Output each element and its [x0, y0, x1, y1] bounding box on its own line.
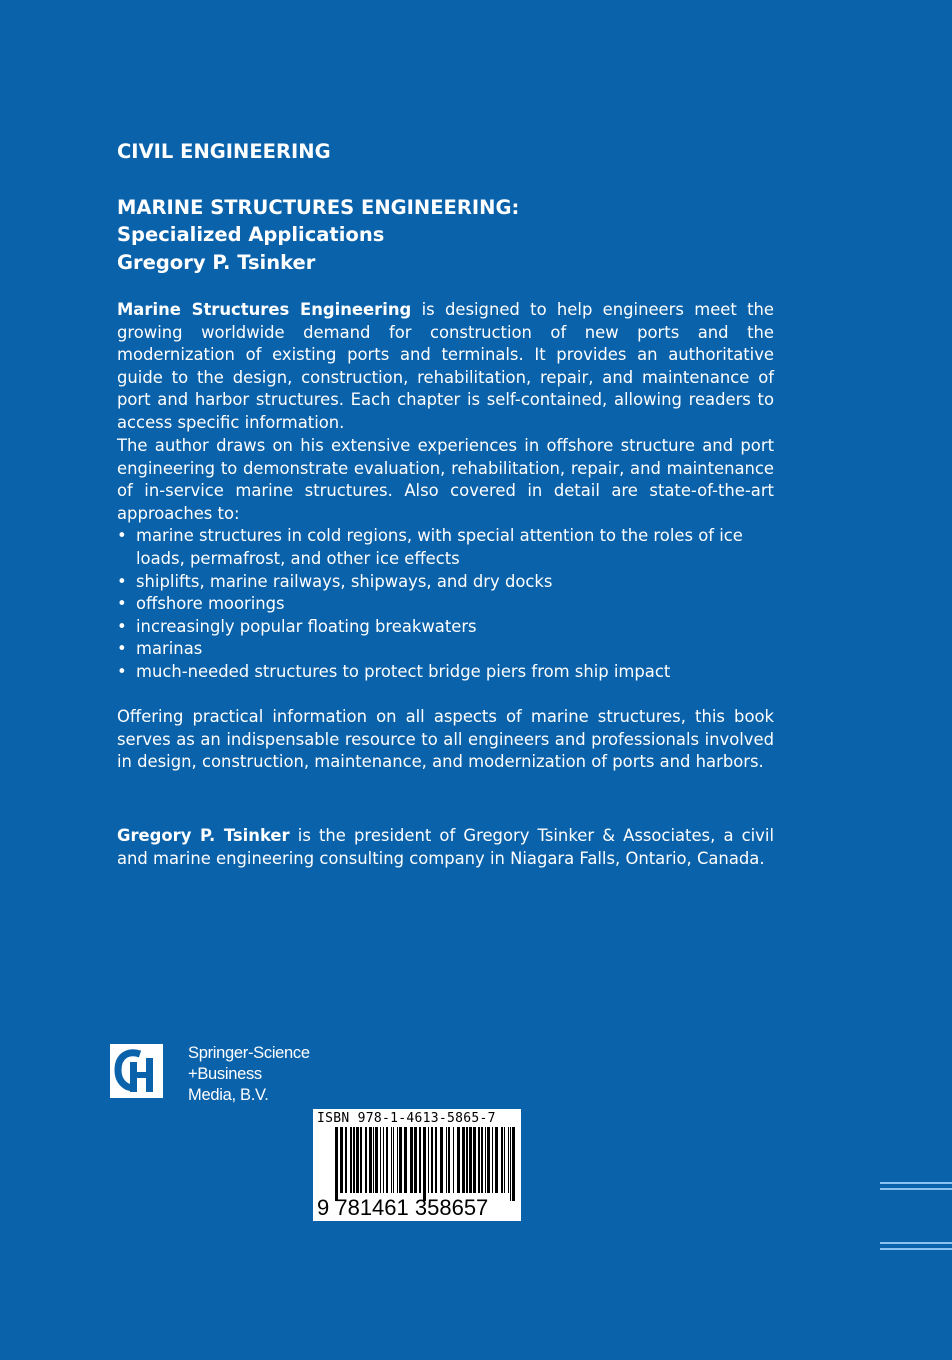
- barcode-bar: [462, 1127, 465, 1193]
- isbn-text: ISBN 978-1-4613-5865-7: [317, 1111, 496, 1126]
- barcode-bar: [383, 1127, 384, 1193]
- list-item: • offshore moorings: [117, 593, 774, 616]
- description-paragraph-3: Offering practical information on all aspects of marine structures, this book serves as an indispensable resource to all engineers and professionals involved in design, construction, maintenance, and modernization of ports and harbors.: [117, 707, 774, 772]
- barcode-bar: [435, 1127, 437, 1193]
- topics-list: [117, 525, 774, 683]
- barcode-bar: [473, 1127, 476, 1193]
- barcode-bar: [419, 1127, 421, 1193]
- barcode-bar: [466, 1127, 468, 1193]
- description-paragraph-1: [117, 299, 774, 435]
- barcode-bar: [446, 1127, 447, 1193]
- barcode-bar: [423, 1127, 426, 1201]
- barcode-bar: [501, 1127, 503, 1193]
- publisher-line: +Business: [188, 1065, 262, 1083]
- book-subtitle: Specialized Applications: [117, 223, 385, 246]
- author-bio: [117, 825, 774, 870]
- author-bio-name: Gregory P. Tsinker: [117, 826, 290, 845]
- description-bold-title: Marine Structures Engineering: [117, 300, 412, 319]
- barcode-bar: [492, 1127, 493, 1193]
- barcode-bar: [469, 1127, 472, 1193]
- description-text-2: The author draws on his extensive experiences in offshore structure and port engineering to demonstrate evaluation, rehabilitation, repair, and maintenance of in-service marine structures. Also covered in detail are state-of-the-art approaches to:: [117, 436, 774, 523]
- barcode-bar: [495, 1127, 498, 1193]
- barcode-bar: [404, 1127, 407, 1193]
- list-item: • marinas: [117, 638, 774, 661]
- author-bio-text: is the president of Gregory Tsinker & Associates, a civil and marine engineering consulting company in Niagara Falls, Ontario, Canada.: [117, 826, 774, 868]
- barcode-bar: [353, 1127, 355, 1193]
- decorative-line: [880, 1248, 952, 1250]
- barcode-bar: [508, 1127, 509, 1193]
- barcode-bar: [399, 1127, 402, 1193]
- barcode-bar: [335, 1127, 338, 1201]
- barcode-bar: [393, 1127, 394, 1193]
- barcode-bar: [485, 1127, 486, 1193]
- isbn-barcode: [313, 1109, 521, 1221]
- barcode-bar: [360, 1127, 362, 1193]
- book-author: Gregory P. Tsinker: [117, 251, 316, 274]
- publisher-line: Media, B.V.: [188, 1086, 269, 1104]
- barcode-bars: [335, 1127, 515, 1201]
- barcode-bar: [380, 1127, 381, 1193]
- barcode-bar: [440, 1127, 443, 1193]
- barcode-bar: [428, 1127, 429, 1193]
- barcode-bar: [345, 1127, 347, 1193]
- book-title: MARINE STRUCTURES ENGINEERING:: [117, 196, 520, 219]
- springer-logo-icon: [110, 1044, 163, 1098]
- barcode-bar: [369, 1127, 372, 1193]
- barcode-bar: [397, 1127, 398, 1193]
- barcode-digits: 9 781461 358657: [317, 1195, 489, 1220]
- list-item: • increasingly popular floating breakwaters: [117, 616, 774, 639]
- description-text: is designed to help engineers meet the growing worldwide demand for construction of new ports and the modernization of existing ports and terminals. It provides an authoritative guide to the design, construction, rehabilitation, repair, and maintenance of port and harbor structures. Each chapter is self-contained, allowing readers to access specific information.: [117, 300, 774, 432]
- barcode-bar: [410, 1127, 413, 1193]
- barcode-bar: [386, 1127, 388, 1193]
- barcode-bar: [391, 1127, 392, 1193]
- barcode-bar: [512, 1127, 515, 1201]
- publisher-name: [188, 1043, 310, 1106]
- description-paragraph-2: [117, 435, 774, 684]
- barcode-bar: [453, 1127, 454, 1193]
- barcode-bar: [350, 1127, 352, 1193]
- barcode-bar: [478, 1127, 480, 1193]
- barcode-bar: [487, 1127, 490, 1193]
- barcode-bar: [365, 1127, 367, 1193]
- barcode-bar: [414, 1127, 417, 1193]
- barcode-bar: [510, 1127, 511, 1201]
- decorative-line: [880, 1242, 952, 1244]
- barcode-bar: [356, 1127, 359, 1193]
- barcode-bar: [375, 1127, 378, 1193]
- list-item: • marine structures in cold regions, with special attention to the roles of ice loads, permafrost, and other ice effects: [117, 525, 774, 570]
- decorative-line: [880, 1188, 952, 1190]
- decorative-line: [880, 1182, 952, 1184]
- barcode-bar: [373, 1127, 374, 1193]
- barcode-bar: [431, 1127, 433, 1193]
- barcode-bar: [504, 1127, 505, 1193]
- barcode-bar: [481, 1127, 483, 1193]
- publisher-line: Springer-Science: [188, 1044, 310, 1062]
- barcode-bar: [340, 1127, 343, 1193]
- list-item: • shiplifts, marine railways, shipways, and dry docks: [117, 571, 774, 594]
- list-item: • much-needed structures to protect bridge piers from ship impact: [117, 661, 774, 684]
- barcode-bar: [457, 1127, 460, 1193]
- series-label: CIVIL ENGINEERING: [117, 140, 331, 163]
- barcode-bar: [448, 1127, 450, 1193]
